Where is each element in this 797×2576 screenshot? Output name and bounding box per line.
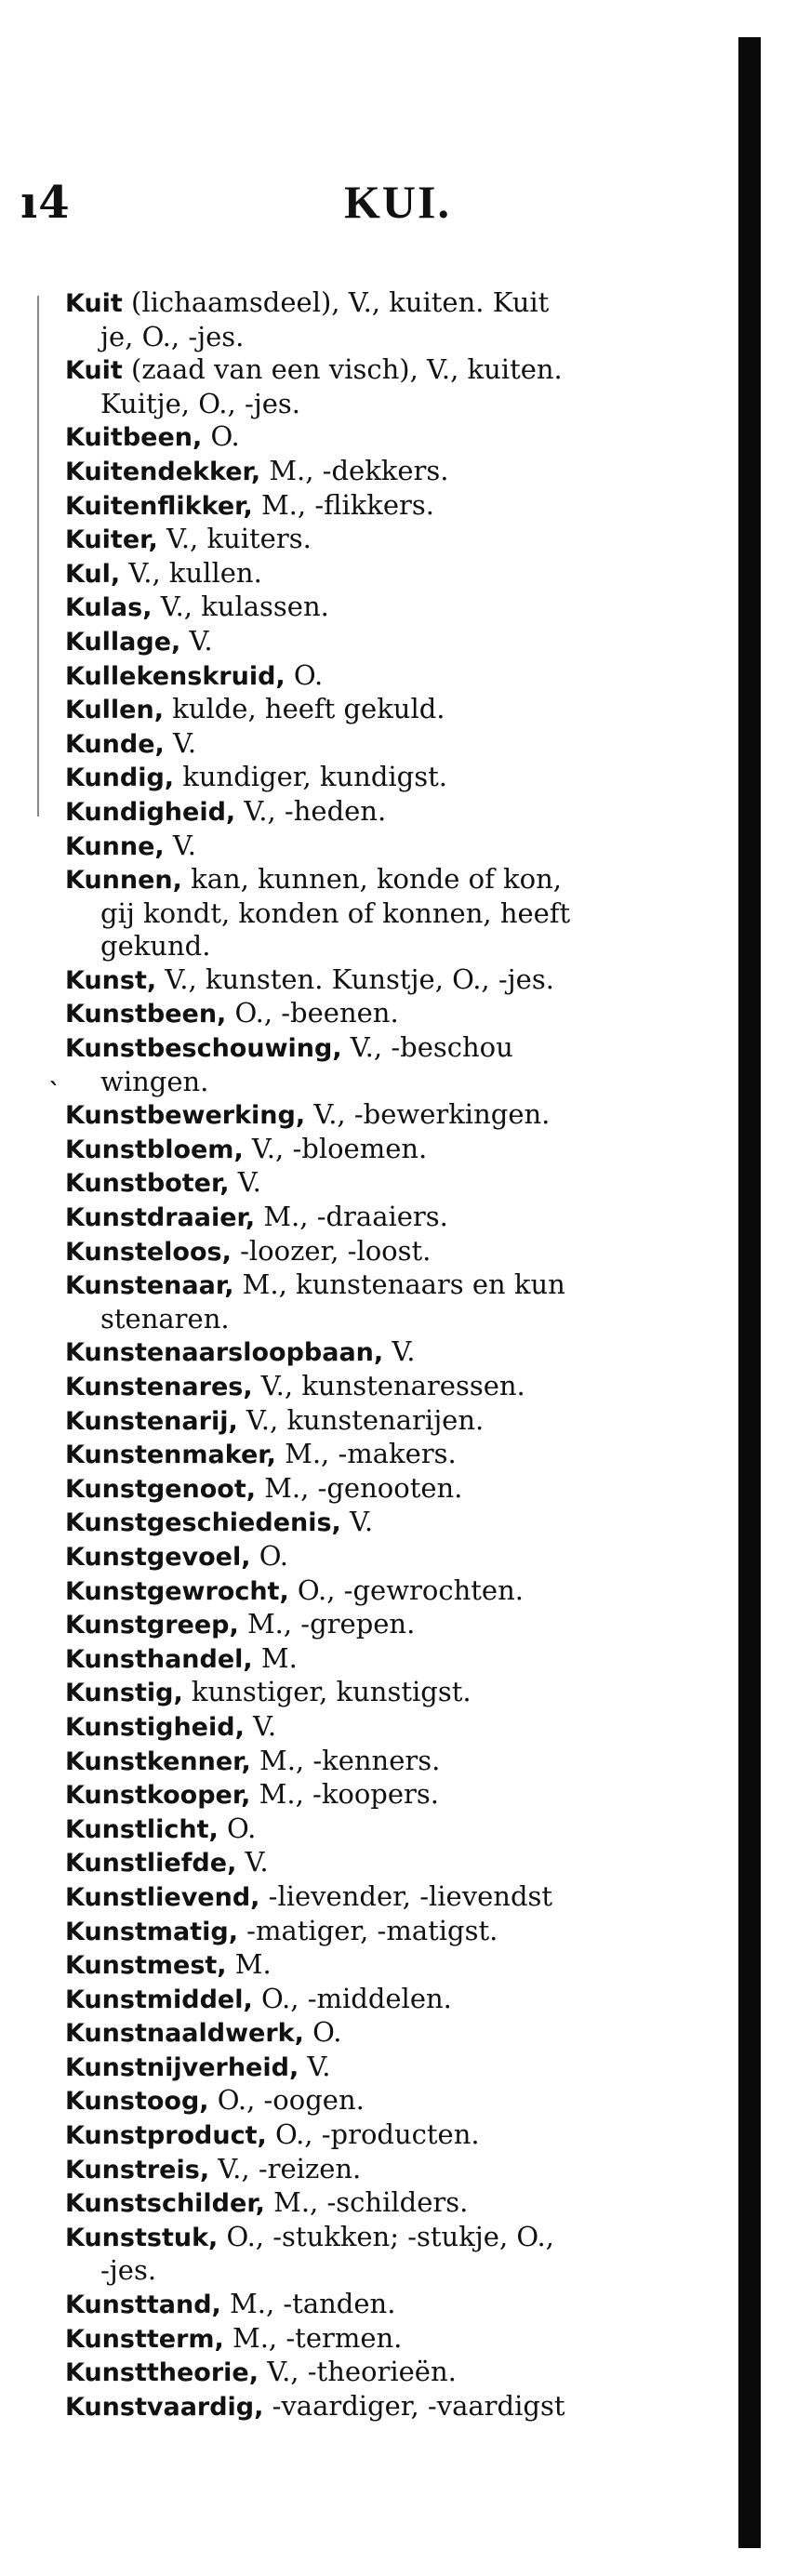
entry-definition: O., -middelen. <box>252 1982 452 2014</box>
entry-headword: Kunstlievend, <box>65 1882 260 1912</box>
entry-first-line <box>65 2051 737 2085</box>
entry-headword: Kunstreis, <box>65 2155 210 2184</box>
dictionary-entry <box>65 963 737 998</box>
entry-first-line <box>65 2221 737 2255</box>
entry-definition: (lichaamsdeel), V., kuiten. Kuit <box>122 286 550 318</box>
entry-first-line <box>65 1268 737 1303</box>
entry-first-line <box>65 1404 737 1439</box>
dictionary-entry <box>65 2288 737 2322</box>
dictionary-entry <box>65 2356 737 2390</box>
entry-first-line <box>65 1710 737 1745</box>
entry-first-line <box>65 2084 737 2118</box>
entry-definition: O. <box>218 1812 257 1844</box>
dictionary-entry <box>65 2186 737 2221</box>
entry-definition: kulde, heeft gekuld. <box>163 693 445 725</box>
entry-definition: V., -bloemen. <box>243 1132 428 1164</box>
entry-first-line <box>65 1812 737 1847</box>
dictionary-entry <box>65 1880 737 1915</box>
dictionary-entry <box>65 286 737 353</box>
entry-first-line <box>65 2153 737 2187</box>
entry-definition: -vaardiger, -vaardigst <box>263 2389 565 2422</box>
entry-first-line <box>65 489 737 524</box>
entry-headword: Kuit <box>65 356 123 386</box>
dictionary-entry <box>65 761 737 795</box>
entry-first-line <box>65 1915 737 1949</box>
entry-definition: M., -tanden. <box>220 2288 396 2320</box>
entry-list <box>65 286 737 2423</box>
entry-first-line <box>65 1031 737 1066</box>
entry-definition: M., -kenners. <box>250 1744 441 1776</box>
dictionary-entry <box>65 2390 737 2424</box>
dictionary-entry <box>65 523 737 557</box>
entry-first-line <box>65 1745 737 1779</box>
entry-first-line <box>65 727 737 762</box>
dictionary-entry <box>65 795 737 830</box>
entry-definition: V., kuiters. <box>157 523 312 555</box>
entry-headword: Kunstgeschiedenis, <box>65 1508 341 1538</box>
dictionary-entry <box>65 1812 737 1847</box>
entry-first-line <box>65 1133 737 1167</box>
dictionary-entry <box>65 489 737 524</box>
entry-headword: Kunne, <box>65 831 165 861</box>
entry-definition: O., -gewrochten. <box>288 1573 524 1606</box>
dictionary-entry <box>65 1710 737 1745</box>
entry-first-line <box>65 625 737 659</box>
entry-definition: wingen. <box>100 1065 209 1097</box>
dictionary-entry <box>65 1201 737 1235</box>
entry-headword: Kunstboter, <box>65 1169 230 1199</box>
entry-headword: Kuiter, <box>65 525 158 555</box>
entry-headword: Kunstliefde, <box>65 1849 237 1879</box>
entry-first-line <box>65 286 737 321</box>
dictionary-entry <box>65 1915 737 1949</box>
dictionary-entry <box>65 1642 737 1677</box>
entry-continuation-line <box>65 1303 737 1336</box>
dictionary-entry <box>65 1778 737 1812</box>
dictionary-entry <box>65 1335 737 1370</box>
entry-definition: -loozer, -loost. <box>231 1234 432 1267</box>
entry-definition: V. <box>244 1709 277 1742</box>
entry-headword: Kunstbloem, <box>65 1135 244 1164</box>
entry-definition: M., -termen. <box>223 2321 403 2354</box>
entry-first-line <box>65 830 737 864</box>
entry-headword: Kunstbeschouwing, <box>65 1034 342 1064</box>
dictionary-entry <box>65 2084 737 2118</box>
entry-first-line <box>65 591 737 625</box>
entry-definition: Kuitje, O., -jes. <box>100 387 301 419</box>
entry-definition: V. <box>164 829 196 861</box>
entry-headword: Kundig, <box>65 764 175 793</box>
entry-definition: gekund. <box>100 930 211 963</box>
entry-first-line <box>65 2390 737 2424</box>
entry-headword: Kunstbeen, <box>65 1000 227 1029</box>
entry-first-line <box>65 1642 737 1677</box>
entry-headword: Kunstdraaier, <box>65 1203 256 1233</box>
dictionary-entry <box>65 1404 737 1439</box>
entry-definition: O. <box>285 658 324 691</box>
dictionary-entry <box>65 2322 737 2357</box>
dictionary-entry <box>65 830 737 864</box>
entry-first-line <box>65 997 737 1031</box>
entry-continuation-line <box>65 897 737 931</box>
entry-definition: M., -grepen. <box>238 1608 416 1640</box>
dictionary-entry <box>65 1676 737 1710</box>
entry-first-line <box>65 1438 737 1472</box>
entry-headword: Kunstmiddel, <box>65 1985 253 2014</box>
entry-headword: Kunstigheid, <box>65 1712 245 1742</box>
entry-definition: M., -makers. <box>275 1438 457 1470</box>
entry-first-line <box>65 761 737 795</box>
entry-definition: O., -beenen. <box>226 997 399 1029</box>
entry-headword: Kunstoog, <box>65 2087 209 2117</box>
dictionary-entry <box>65 1438 737 1472</box>
entry-headword: Kunsttheorie, <box>65 2358 259 2388</box>
entry-headword: Kundigheid, <box>65 797 236 827</box>
entry-headword: Kunst, <box>65 965 157 995</box>
entry-headword: Kunstmest, <box>65 1951 227 1981</box>
dictionary-entry <box>65 1540 737 1574</box>
entry-definition: M., -flikkers. <box>252 488 435 521</box>
entry-first-line <box>65 523 737 557</box>
entry-first-line <box>65 659 737 694</box>
entry-headword: Kuitbeen, <box>65 423 203 453</box>
dictionary-entry <box>65 1846 737 1880</box>
entry-definition: V. <box>229 1166 261 1199</box>
entry-first-line <box>65 1948 737 1983</box>
entry-definition: V. <box>299 2050 331 2082</box>
entry-first-line <box>65 455 737 489</box>
entry-first-line <box>65 1676 737 1710</box>
entry-headword: Kunstenaar, <box>65 1271 234 1301</box>
dictionary-entry <box>65 1472 737 1507</box>
entry-first-line <box>65 1370 737 1404</box>
entry-headword: Kullage, <box>65 627 181 657</box>
dictionary-entry <box>65 1608 737 1642</box>
entry-headword: Kuitendekker, <box>65 457 261 486</box>
entry-headword: Kuitenflikker, <box>65 491 253 521</box>
entry-headword: Kunstmatig, <box>65 1917 238 1946</box>
entry-headword: Kunde, <box>65 729 165 759</box>
entry-headword: Kullen, <box>65 696 164 725</box>
entry-headword: Kunstnaaldwerk, <box>65 2019 304 2049</box>
entry-continuation-line <box>65 321 737 354</box>
entry-headword: Kunsteloos, <box>65 1237 232 1267</box>
page-number: ı4 <box>20 177 71 229</box>
entry-definition: V., -bewerkingen. <box>305 1098 551 1131</box>
entry-continuation-line <box>65 1066 737 1099</box>
entry-definition: V., kunstenaressen. <box>252 1370 525 1401</box>
entry-headword: Kunstterm, <box>65 2324 224 2354</box>
entry-headword: Kullekenskruid, <box>65 661 286 691</box>
entry-definition: M., -koopers. <box>250 1778 439 1811</box>
dictionary-entry <box>65 1370 737 1404</box>
entry-first-line <box>65 1574 737 1609</box>
dictionary-entry <box>65 1983 737 2017</box>
dictionary-entry <box>65 1166 737 1201</box>
entry-headword: Kunsthandel, <box>65 1644 253 1674</box>
entry-definition: -lievender, -lievendst <box>259 1879 553 1912</box>
entry-first-line <box>65 863 737 897</box>
dictionary-entry <box>65 727 737 762</box>
entry-first-line <box>65 420 737 455</box>
dictionary-entry <box>65 1098 737 1133</box>
entry-first-line <box>65 2322 737 2357</box>
entry-definition: V., -beschou <box>341 1031 513 1064</box>
entry-first-line <box>65 353 737 388</box>
entry-continuation-line <box>65 930 737 963</box>
entry-first-line <box>65 963 737 998</box>
entry-continuation-line <box>65 2254 737 2288</box>
running-head: KUI. <box>344 176 451 228</box>
entry-headword: Kunstig, <box>65 1679 183 1708</box>
dictionary-entry <box>65 591 737 625</box>
entry-continuation-line <box>65 388 737 421</box>
dictionary-entry <box>65 1574 737 1609</box>
entry-definition: O., -stukken; -stukje, O., <box>218 2220 554 2252</box>
entry-headword: Kunstvaardig, <box>65 2392 264 2422</box>
entry-definition: V., kunsten. Kunstje, O., -jes. <box>156 963 554 995</box>
entry-first-line <box>65 2118 737 2153</box>
entry-first-line <box>65 1846 737 1880</box>
entry-definition: -jes. <box>100 2254 157 2287</box>
entry-definition: V., kulassen. <box>152 591 329 623</box>
entry-first-line <box>65 1540 737 1574</box>
entry-headword: Kunstgenoot, <box>65 1474 256 1504</box>
entry-headword: Kunstgewrocht, <box>65 1576 289 1606</box>
entry-definition: stenaren. <box>100 1302 230 1334</box>
entry-definition: O. <box>303 2016 342 2049</box>
dictionary-entry <box>65 1133 737 1167</box>
entry-headword: Kunstenares, <box>65 1373 253 1401</box>
entry-first-line <box>65 1880 737 1915</box>
dictionary-entry <box>65 625 737 659</box>
entry-headword: Kunstkooper, <box>65 1781 251 1811</box>
entry-headword: Kunsttand, <box>65 2291 221 2320</box>
entry-definition: M., kunstenaars en kun <box>233 1268 565 1301</box>
dictionary-entry <box>65 1506 737 1540</box>
entry-definition: V., -heden. <box>235 794 387 827</box>
entry-definition: kan, kunnen, konde of kon, <box>181 863 562 896</box>
entry-definition: V., kullen. <box>120 556 262 589</box>
entry-definition: M., -draaiers. <box>255 1201 448 1233</box>
entry-first-line <box>65 1608 737 1642</box>
entry-first-line <box>65 1983 737 2017</box>
dictionary-entry <box>65 997 737 1031</box>
entry-first-line <box>65 1166 737 1201</box>
dictionary-entry <box>65 2051 737 2085</box>
entry-headword: Kunstschilder, <box>65 2189 265 2219</box>
entry-first-line <box>65 2016 737 2051</box>
entry-first-line <box>65 1778 737 1812</box>
entry-definition: kunstiger, kunstigst. <box>182 1676 472 1708</box>
entry-headword: Kunstbewerking, <box>65 1101 306 1131</box>
entry-definition: (zaad van een visch), V., kuiten. <box>122 353 563 386</box>
dictionary-entry <box>65 1268 737 1335</box>
entry-definition: kundiger, kundigst. <box>174 761 447 793</box>
entry-definition: V., -reizen. <box>209 2152 362 2184</box>
entry-headword: Kunstproduct, <box>65 2121 267 2151</box>
entry-headword: Kunstlicht, <box>65 1814 219 1844</box>
entry-headword: Kunststuk, <box>65 2223 219 2252</box>
dictionary-entry <box>65 659 737 694</box>
entry-definition: V. <box>180 624 213 657</box>
entry-headword: Kunstgevoel, <box>65 1542 251 1572</box>
entry-definition: O., -producten. <box>266 2118 480 2151</box>
entry-definition: V., kunstenarijen. <box>237 1403 485 1436</box>
entry-first-line <box>65 1235 737 1269</box>
entry-definition: V. <box>340 1506 374 1538</box>
entry-headword: Kunstnijverheid, <box>65 2052 299 2082</box>
entry-definition: M., -dekkers. <box>260 454 449 486</box>
dictionary-entry <box>65 1745 737 1779</box>
page-edge-shadow <box>738 37 761 2548</box>
entry-headword: Kunstenmaker, <box>65 1441 276 1470</box>
dictionary-entry <box>65 693 737 727</box>
entry-definition: gij kondt, konden of konnen, heeft <box>100 896 571 929</box>
dictionary-entry <box>65 1235 737 1269</box>
entry-first-line <box>65 1201 737 1235</box>
margin-rule <box>37 296 39 817</box>
entry-definition: M., -schilders. <box>264 2186 469 2219</box>
dictionary-entry <box>65 863 737 963</box>
entry-headword: Kunstenarij, <box>65 1406 238 1436</box>
dictionary-entry <box>65 353 737 420</box>
entry-first-line <box>65 795 737 830</box>
dictionary-entry <box>65 1031 737 1098</box>
entry-headword: Kul, <box>65 559 121 589</box>
entry-first-line <box>65 1098 737 1133</box>
dictionary-entry <box>65 2118 737 2153</box>
entry-headword: Kulas, <box>65 593 153 623</box>
dictionary-entry <box>65 455 737 489</box>
entry-first-line <box>65 1335 737 1370</box>
entry-first-line <box>65 1472 737 1507</box>
dictionary-entry <box>65 2221 737 2288</box>
entry-headword: Kunnen, <box>65 866 182 896</box>
entry-first-line <box>65 1506 737 1540</box>
dictionary-entry <box>65 2153 737 2187</box>
entry-headword: Kunstgreep, <box>65 1611 239 1640</box>
entry-definition: V. <box>236 1846 269 1879</box>
entry-definition: V., -theorieën. <box>259 2356 457 2388</box>
entry-definition: O. <box>202 420 240 453</box>
entry-headword: Kunstkenner, <box>65 1746 251 1776</box>
dictionary-entry <box>65 420 737 455</box>
entry-definition: je, O., -jes. <box>100 320 245 352</box>
dictionary-entry <box>65 557 737 591</box>
entry-first-line <box>65 693 737 727</box>
entry-first-line <box>65 2186 737 2221</box>
entry-definition: V. <box>383 1335 416 1368</box>
entry-first-line <box>65 2288 737 2322</box>
entry-definition: M. <box>226 1948 272 1981</box>
margin-mark: ` <box>48 1079 60 1107</box>
entry-definition: M., -genooten. <box>256 1471 463 1504</box>
entry-definition: O. <box>250 1539 288 1572</box>
entry-first-line <box>65 2356 737 2390</box>
dictionary-entry <box>65 1948 737 1983</box>
entry-definition: M. <box>252 1641 298 1674</box>
entry-headword: Kuit <box>65 289 123 318</box>
entry-definition: V. <box>164 726 197 759</box>
entry-first-line <box>65 557 737 591</box>
entry-headword: Kunstenaarsloopbaan, <box>65 1338 384 1368</box>
entry-definition: O., -oogen. <box>208 2084 365 2117</box>
dictionary-entry <box>65 2016 737 2051</box>
entry-definition: -matiger, -matigst. <box>237 1914 498 1946</box>
